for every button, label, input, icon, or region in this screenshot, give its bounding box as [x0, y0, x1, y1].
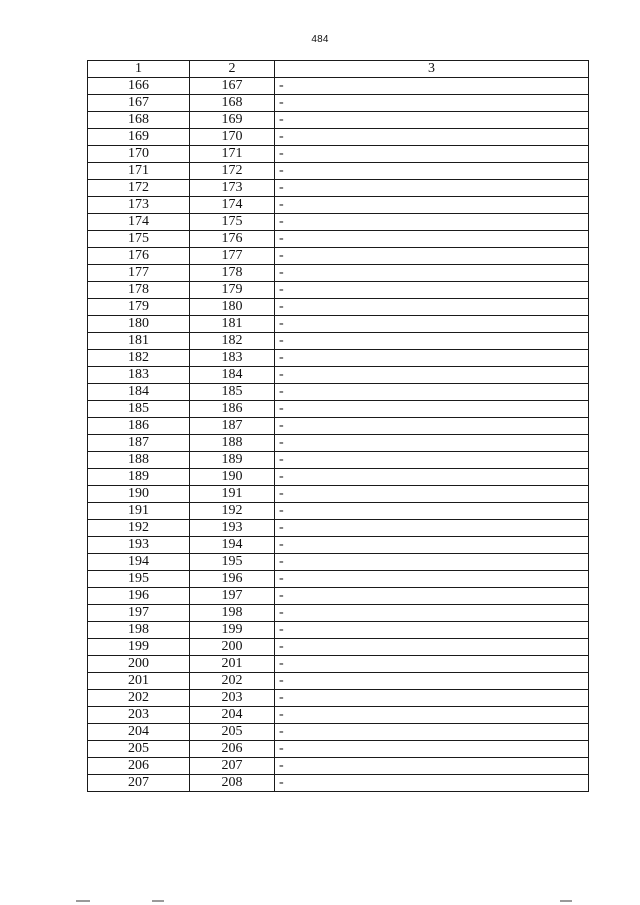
- table-row: [88, 452, 589, 469]
- table-row: [88, 741, 589, 758]
- table-cell-col-1: 206: [88, 758, 190, 775]
- table-row: [88, 758, 589, 775]
- table-cell-col-1: 185: [88, 401, 190, 418]
- table-row: [88, 418, 589, 435]
- table-cell-col-2: 168: [190, 95, 275, 112]
- table-row: [88, 707, 589, 724]
- table-cell-col-3: -: [275, 316, 589, 333]
- table-row: [88, 384, 589, 401]
- table-cell-col-2: 177: [190, 248, 275, 265]
- table-cell-col-2: 188: [190, 435, 275, 452]
- table-row: [88, 265, 589, 282]
- table-cell-col-3: -: [275, 741, 589, 758]
- table-row: [88, 350, 589, 367]
- table-row: [88, 673, 589, 690]
- scan-edge-mark: [76, 900, 90, 902]
- column-header-3: 3: [275, 61, 589, 78]
- table-cell-col-2: 171: [190, 146, 275, 163]
- header-row: [88, 61, 589, 78]
- table-cell-col-1: 196: [88, 588, 190, 605]
- table-row: [88, 78, 589, 95]
- table-cell-col-2: 187: [190, 418, 275, 435]
- table-cell-col-2: 199: [190, 622, 275, 639]
- table-cell-col-3: -: [275, 554, 589, 571]
- table-row: [88, 146, 589, 163]
- table-cell-col-1: 180: [88, 316, 190, 333]
- table-cell-col-3: -: [275, 724, 589, 741]
- table-cell-col-3: -: [275, 197, 589, 214]
- table-cell-col-3: -: [275, 333, 589, 350]
- table-cell-col-2: 170: [190, 129, 275, 146]
- table-cell-col-1: 173: [88, 197, 190, 214]
- table-row: [88, 129, 589, 146]
- table-cell-col-1: 191: [88, 503, 190, 520]
- table-cell-col-3: -: [275, 588, 589, 605]
- table-cell-col-1: 195: [88, 571, 190, 588]
- table-cell-col-2: 167: [190, 78, 275, 95]
- table-row: [88, 520, 589, 537]
- table-cell-col-3: -: [275, 690, 589, 707]
- table-header: [88, 61, 589, 78]
- table-cell-col-3: -: [275, 469, 589, 486]
- table-cell-col-2: 182: [190, 333, 275, 350]
- table-cell-col-2: 191: [190, 486, 275, 503]
- table-cell-col-1: 200: [88, 656, 190, 673]
- table-cell-col-3: -: [275, 639, 589, 656]
- table-cell-col-1: 174: [88, 214, 190, 231]
- table-cell-col-2: 194: [190, 537, 275, 554]
- table-cell-col-2: 205: [190, 724, 275, 741]
- table-cell-col-3: -: [275, 435, 589, 452]
- table-cell-col-2: 192: [190, 503, 275, 520]
- table-row: [88, 197, 589, 214]
- table-cell-col-2: 185: [190, 384, 275, 401]
- table-cell-col-2: 179: [190, 282, 275, 299]
- table-cell-col-3: -: [275, 503, 589, 520]
- table-row: [88, 775, 589, 792]
- table-cell-col-2: 190: [190, 469, 275, 486]
- table-row: [88, 571, 589, 588]
- table-row: [88, 622, 589, 639]
- table-cell-col-3: -: [275, 112, 589, 129]
- table-cell-col-2: 186: [190, 401, 275, 418]
- table-cell-col-3: -: [275, 299, 589, 316]
- table-cell-col-2: 189: [190, 452, 275, 469]
- table-cell-col-3: -: [275, 248, 589, 265]
- table-cell-col-3: -: [275, 78, 589, 95]
- column-header-2: 2: [190, 61, 275, 78]
- table-cell-col-2: 183: [190, 350, 275, 367]
- table-cell-col-2: 176: [190, 231, 275, 248]
- table-cell-col-3: -: [275, 146, 589, 163]
- table-row: [88, 588, 589, 605]
- table-row: [88, 639, 589, 656]
- data-table: [87, 60, 589, 792]
- table-row: [88, 554, 589, 571]
- table-cell-col-1: 184: [88, 384, 190, 401]
- table-cell-col-1: 187: [88, 435, 190, 452]
- table-row: [88, 537, 589, 554]
- table-cell-col-1: 207: [88, 775, 190, 792]
- table-cell-col-2: 208: [190, 775, 275, 792]
- table-cell-col-1: 181: [88, 333, 190, 350]
- table-cell-col-1: 170: [88, 146, 190, 163]
- table-cell-col-1: 198: [88, 622, 190, 639]
- table-cell-col-1: 167: [88, 95, 190, 112]
- table-row: [88, 690, 589, 707]
- table-cell-col-2: 202: [190, 673, 275, 690]
- table-cell-col-1: 176: [88, 248, 190, 265]
- table-cell-col-2: 180: [190, 299, 275, 316]
- table-row: [88, 503, 589, 520]
- table-cell-col-1: 171: [88, 163, 190, 180]
- table-cell-col-2: 174: [190, 197, 275, 214]
- table-body: [88, 78, 589, 792]
- table-cell-col-2: 206: [190, 741, 275, 758]
- table-cell-col-1: 189: [88, 469, 190, 486]
- table-cell-col-2: 172: [190, 163, 275, 180]
- table-row: [88, 316, 589, 333]
- table-cell-col-1: 197: [88, 605, 190, 622]
- table-cell-col-1: 182: [88, 350, 190, 367]
- table-cell-col-3: -: [275, 673, 589, 690]
- table-cell-col-3: -: [275, 180, 589, 197]
- table-cell-col-1: 190: [88, 486, 190, 503]
- table-cell-col-1: 178: [88, 282, 190, 299]
- table-cell-col-1: 177: [88, 265, 190, 282]
- table-cell-col-3: -: [275, 129, 589, 146]
- table-cell-col-2: 203: [190, 690, 275, 707]
- table-cell-col-3: -: [275, 214, 589, 231]
- table-cell-col-3: -: [275, 520, 589, 537]
- table-cell-col-3: -: [275, 537, 589, 554]
- table-cell-col-3: -: [275, 282, 589, 299]
- table-cell-col-1: 204: [88, 724, 190, 741]
- table-cell-col-2: 201: [190, 656, 275, 673]
- table-cell-col-2: 204: [190, 707, 275, 724]
- table-cell-col-3: -: [275, 163, 589, 180]
- table-cell-col-3: -: [275, 656, 589, 673]
- table-cell-col-2: 196: [190, 571, 275, 588]
- table-cell-col-3: -: [275, 350, 589, 367]
- table-row: [88, 469, 589, 486]
- table-cell-col-1: 169: [88, 129, 190, 146]
- table-cell-col-1: 172: [88, 180, 190, 197]
- table-row: [88, 231, 589, 248]
- table-row: [88, 486, 589, 503]
- table-cell-col-1: 203: [88, 707, 190, 724]
- table-cell-col-2: 207: [190, 758, 275, 775]
- table-row: [88, 112, 589, 129]
- table-cell-col-1: 179: [88, 299, 190, 316]
- table-cell-col-3: -: [275, 605, 589, 622]
- table-cell-col-2: 198: [190, 605, 275, 622]
- table-row: [88, 656, 589, 673]
- table-cell-col-1: 199: [88, 639, 190, 656]
- table-cell-col-2: 197: [190, 588, 275, 605]
- table-row: [88, 299, 589, 316]
- table-cell-col-3: -: [275, 384, 589, 401]
- page-number: 484: [311, 34, 329, 45]
- table-row: [88, 95, 589, 112]
- table-cell-col-2: 175: [190, 214, 275, 231]
- table-cell-col-1: 201: [88, 673, 190, 690]
- table-cell-col-3: -: [275, 707, 589, 724]
- scan-edge-mark: [152, 900, 164, 902]
- table-cell-col-3: -: [275, 622, 589, 639]
- table-cell-col-1: 193: [88, 537, 190, 554]
- scan-edge-mark: [560, 900, 572, 902]
- table-cell-col-3: -: [275, 265, 589, 282]
- table-row: [88, 401, 589, 418]
- table-cell-col-2: 193: [190, 520, 275, 537]
- table-cell-col-2: 169: [190, 112, 275, 129]
- table-cell-col-3: -: [275, 486, 589, 503]
- table-cell-col-3: -: [275, 758, 589, 775]
- table-row: [88, 282, 589, 299]
- table-cell-col-1: 188: [88, 452, 190, 469]
- table-cell-col-1: 175: [88, 231, 190, 248]
- table-cell-col-1: 194: [88, 554, 190, 571]
- table-cell-col-2: 184: [190, 367, 275, 384]
- table-row: [88, 605, 589, 622]
- table-cell-col-1: 192: [88, 520, 190, 537]
- table-cell-col-1: 183: [88, 367, 190, 384]
- table-row: [88, 435, 589, 452]
- table-cell-col-3: -: [275, 571, 589, 588]
- table-cell-col-1: 205: [88, 741, 190, 758]
- table-cell-col-3: -: [275, 418, 589, 435]
- table-cell-col-3: -: [275, 775, 589, 792]
- table-cell-col-1: 202: [88, 690, 190, 707]
- table-cell-col-3: -: [275, 367, 589, 384]
- table-cell-col-2: 200: [190, 639, 275, 656]
- table-row: [88, 367, 589, 384]
- table-row: [88, 333, 589, 350]
- table-cell-col-3: -: [275, 231, 589, 248]
- table-cell-col-2: 195: [190, 554, 275, 571]
- table-cell-col-1: 166: [88, 78, 190, 95]
- table-cell-col-2: 178: [190, 265, 275, 282]
- table-cell-col-2: 181: [190, 316, 275, 333]
- table-row: [88, 214, 589, 231]
- column-header-1: 1: [88, 61, 190, 78]
- table-row: [88, 248, 589, 265]
- table-row: [88, 180, 589, 197]
- table-cell-col-2: 173: [190, 180, 275, 197]
- table-cell-col-3: -: [275, 95, 589, 112]
- table-row: [88, 724, 589, 741]
- table-cell-col-3: -: [275, 401, 589, 418]
- table-cell-col-1: 168: [88, 112, 190, 129]
- table-cell-col-1: 186: [88, 418, 190, 435]
- table-cell-col-3: -: [275, 452, 589, 469]
- table-row: [88, 163, 589, 180]
